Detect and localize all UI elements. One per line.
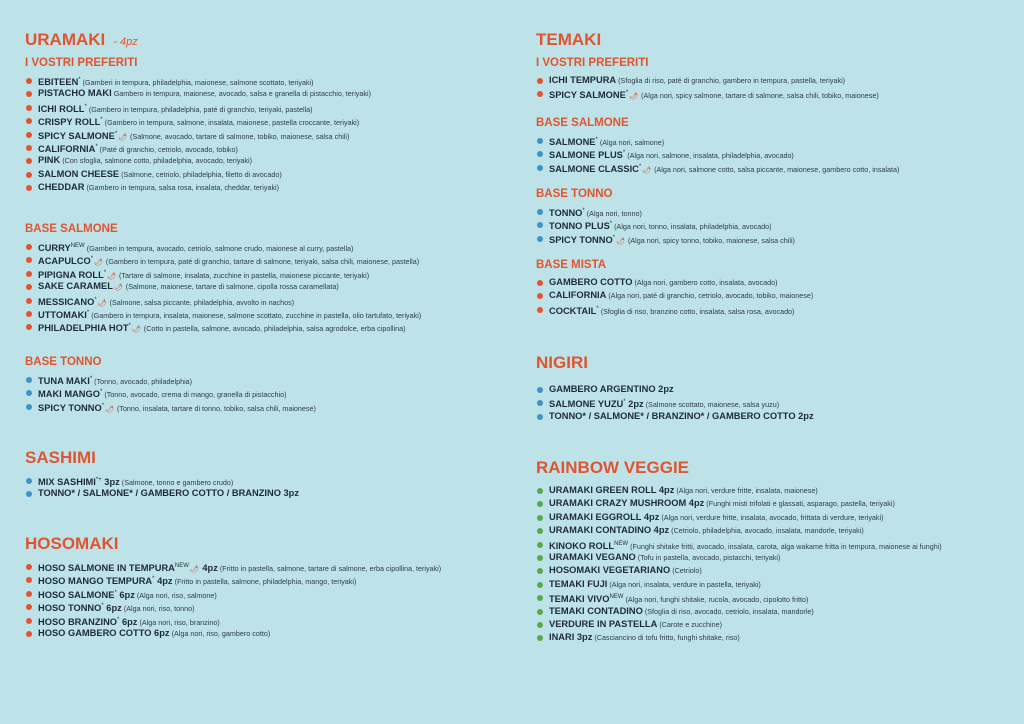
bullet-dot-icon [26,91,32,97]
item-description: (Salmone, cetriolo, philadelphia, filetto di avocado) [121,169,282,179]
item-name: SAKE CARAMEL [38,281,113,292]
item-description: (Salmone, avocado, tartare di salmone, tobiko, maionese, salsa chili) [130,131,350,141]
menu-item [536,538,942,551]
bullet-dot-icon [537,165,543,171]
item-description: (Con sfoglia, salmone cotto, philadelphia, avocado, teriyaki) [62,156,252,166]
item-description: (Salmone scottato, maionese, salsa yuzu) [645,400,780,410]
temaki-salmone-title: BASE SALMONE [536,117,629,129]
item-name: PIPIGNA ROLL [38,269,104,280]
item-description: (Alga nori, salmone cotto, salsa piccante, maionese, gambero cotto, insalata) [654,164,900,174]
chili-icon: 🌶 [642,166,652,174]
item-name: ACAPULCO [38,256,91,267]
item-pieces: 6pz [116,589,135,600]
item-marker: * [638,163,642,170]
sashimi-list [25,474,299,501]
item-name: URAMAKI CONTADINO 4pz [549,525,670,536]
bullet-dot-icon [537,515,543,521]
item-description: (Salmone, maionese, tartare di salmone, cipolla rossa caramellata) [125,282,339,292]
item-marker: * [101,402,105,409]
item-name: PISTACHO MAKI [38,88,112,99]
menu-item [25,600,441,613]
uramaki-salmone-list [25,240,421,334]
item-marker: * [94,296,97,303]
item-name: CHEDDAR [38,182,85,193]
menu-item [25,400,316,413]
bullet-dot-icon [537,595,543,601]
item-name: SALMON CHEESE [38,168,120,179]
item-pieces: 6pz [103,603,122,614]
temaki-preferiti-title: I VOSTRI PREFERITI [536,57,649,69]
uramaki-salmone-section [25,216,421,334]
menu-item [536,511,942,524]
chili-icon: 🌶 [113,284,123,292]
item-description: (Alga nori, insalata, verdure in pastella, teriyaki) [609,579,761,589]
item-description: (Sfoglia di riso, avocado, cetriolo, insalata, mandorle) [644,606,814,616]
item-marker: NEW [614,540,629,547]
temaki-tonno-section [536,181,795,245]
item-name: KINOKO ROLL [549,540,615,551]
menu-item [536,147,899,160]
item-name: EBITEEN [38,77,79,87]
bullet-dot-icon [26,324,32,330]
menu-item [25,87,371,100]
menu-item [25,487,299,500]
bullet-dot-icon [26,257,32,263]
sashimi-section [25,448,299,501]
item-marker: * [612,234,616,241]
menu-item [25,101,371,114]
bullet-dot-icon [26,145,32,151]
item-description: (Alga nori, gambero cotto, insalata, avocado) [634,278,778,287]
item-marker: * [623,399,626,406]
menu-item [536,551,942,564]
menu-item [25,627,441,640]
item-description: (Gamberi in tempura, avocado, cetriolo, salmone crudo, maionese al curry, pastella) [86,244,354,253]
menu-item [536,484,942,497]
item-description: (Alga nori, tonno) [586,209,642,218]
uramaki-tonno-section [25,349,316,413]
bullet-dot-icon [537,209,543,215]
item-marker: * [89,376,93,382]
nigiri-title: NIGIRI [536,353,588,372]
item-description: (Cetriolo) [672,566,702,576]
bullet-dot-icon [26,564,32,570]
item-description: (Funghi misti trifolati e glassati, asparago, pastella, teriyaki) [706,499,895,509]
bullet-dot-icon [26,118,32,124]
uramaki-section [25,30,371,195]
item-name: UTTOMAKI [38,309,87,320]
menu-item [536,232,795,245]
item-description: (Fritto in pastella, salmone, tartare di salmone, erba cipollina, teriyaki) [219,564,442,573]
item-description: (Gamberi in tempura, philadelphia, maionese, salmone scottato, teriyaki) [82,78,314,87]
temaki-salmone-section [536,110,899,174]
menu-item [25,253,421,266]
item-description: (Alga nori, salmone) [599,138,665,147]
item-name: HOSO BRANZINO [38,616,118,627]
item-marker: * [596,305,599,312]
bullet-dot-icon [537,138,543,144]
temaki-tonno-list [536,205,795,245]
item-name: MAKI MANGO [38,389,100,400]
item-description: (Cotto in pastella, salmone, avocado, philadelphia, salsa agrodolce, erba cipollina) [143,324,406,334]
menu-item [536,289,813,302]
item-marker: * [128,323,131,330]
item-name: URAMAKI VEGANO [549,551,636,562]
item-pieces: 2pz [625,399,644,410]
item-name: URAMAKI GREEN ROLL 4pz [549,485,675,495]
item-name: HOSO MANGO TEMPURA [38,576,153,587]
bullet-dot-icon [26,271,32,277]
menu-item [25,474,299,487]
item-marker: NEW [70,243,85,249]
item-name: CURRY [38,243,71,253]
chili-icon: 🌶 [107,272,117,280]
bullet-dot-icon [537,151,543,157]
item-name: SPICY TONNO [549,234,613,245]
item-description: (Alga nori, riso, branzino) [139,617,220,627]
bullet-dot-icon [26,172,32,178]
item-description: (Alga nori, tonno, insalata, philadelphia, avocado) [614,222,772,232]
menu-item [25,141,371,154]
menu-item [536,134,899,147]
item-name: TONNO* / SALMONE* / BRANZINO* / GAMBERO COTTO 2pz [549,410,814,421]
item-description: (Funghi shitake fritti, avocado, insalata, carota, alga wakame fritta in tempura, maionese ai funghi) [630,541,942,551]
hosomaki-title: HOSOMAKI [25,534,119,553]
bullet-dot-icon [26,185,32,191]
bullet-dot-icon [537,78,543,84]
item-description: (Alga nori, paté di granchio, cetriolo, avocado, tobiko, maionese) [608,291,814,301]
chili-icon: 🌶 [105,405,114,413]
hosomaki-section [25,534,441,640]
item-name: SPICY SALMONE [38,130,115,141]
bullet-dot-icon [537,91,543,97]
item-description: (Cetriolo, philadelphia, avocado, insalata, mandorle, teriyaki) [671,526,864,536]
item-name: PHILADELPHIA HOT [38,323,129,334]
temaki-mista-list [536,276,813,316]
item-description: (Tofu in pastella, avocado, pistacchi, teriyaki) [637,552,781,562]
menu-item [25,587,441,600]
rainbow-section [536,458,942,645]
item-name: TONNO PLUS [549,221,610,232]
item-name: TEMAKI CONTADINO [549,605,643,616]
uramaki-preferiti-title: I VOSTRI PREFERITI [25,57,138,69]
item-marker: * [114,130,118,137]
uramaki-title: URAMAKI [25,30,106,49]
menu-item [25,267,421,280]
menu-item [25,386,316,399]
item-description: (Salmone, tonno e gambero crudo) [121,478,234,487]
item-name: VERDURE IN PASTELLA [549,618,658,629]
chili-icon: 🌶 [94,259,103,267]
bullet-dot-icon [537,555,543,561]
item-description: (Sfoglia di riso, paté di granchio, gambero in tempura, pastella, teriyaki) [618,76,846,85]
chili-icon: 🌶 [97,299,107,307]
item-name: HOSO SALMONE [38,589,115,600]
bullet-dot-icon [26,284,32,290]
item-marker: * [609,221,613,228]
item-name: SPICY SALMONE [549,90,626,101]
menu-item [536,631,942,644]
chili-icon: 🌶 [629,93,639,101]
item-name: CRISPY ROLL [38,117,101,128]
menu-item [536,303,813,316]
section-title [25,30,371,50]
item-description: (Tonno, insalata, tartare di tonno, tobiko, salsa chili, maionese) [116,403,316,413]
bullet-dot-icon [26,105,32,111]
bullet-dot-icon [26,377,32,383]
item-description: (Alga nori, riso, tonno) [123,604,195,614]
item-description: (Gambero in tempura, paté di granchio, tartare di salmone, teriyaki, salsa chili, maionese, pastella) [105,257,420,267]
item-marker: * [582,208,585,214]
item-name: COCKTAIL [549,305,597,316]
rainbow-list [536,484,942,645]
menu-item [25,373,316,386]
menu-item [536,564,942,577]
bullet-dot-icon [537,488,543,494]
menu-item [536,383,814,396]
nigiri-section [536,353,814,423]
item-description: (Gambero in tempura, insalata, maionese, salmone scottato, zucchine in pastella, olio tartufato, teriyaki) [91,310,422,320]
item-name: SALMONE PLUS [549,150,623,161]
item-description: (Fritto in pastella, salmone, philadelphia, mango, teriyaki) [174,577,357,587]
menu-item [536,87,879,100]
temaki-title: TEMAKI [536,30,602,49]
item-name: CALIFORNIA [38,143,96,154]
item-pieces: 4pz [154,576,173,587]
bullet-dot-icon [537,501,543,507]
menu-item [25,240,421,253]
rainbow-title: RAINBOW VEGGIE [536,458,690,477]
item-marker: * [100,117,103,124]
item-marker: * [595,137,598,143]
item-name: CALIFORNIA [549,290,607,301]
menu-item [25,280,421,293]
menu-item [536,74,879,87]
item-name: SALMONE YUZU [549,399,624,410]
item-marker: * [117,616,120,623]
item-name: HOSO SALMONE IN TEMPURA [38,563,175,573]
bullet-dot-icon [26,618,32,624]
bullet-dot-icon [26,298,32,304]
item-marker: * [152,576,155,583]
item-name: MIX SASHIMI [38,477,96,487]
bullet-dot-icon [537,400,543,406]
item-marker: * [101,603,104,610]
item-name: HOSO TONNO [38,603,102,614]
item-name: PINK [38,155,61,166]
item-name: INARI 3pz [549,632,593,643]
item-marker: * [103,269,107,276]
item-description: (Tonno, avocado, crema di mango, granella di pistacchio) [104,390,287,400]
chili-icon: 🌶 [131,326,141,334]
item-marker: NEW [609,594,624,601]
bullet-dot-icon [26,631,32,637]
bullet-dot-icon [537,414,543,420]
menu-item [536,205,795,218]
item-name: URAMAKI CRAZY MUSHROOM 4pz [549,498,705,509]
menu-item [536,396,814,409]
bullet-dot-icon [537,568,543,574]
item-description: (Alga nori, funghi shitake, rucola, avocado, cipolotto fritto) [625,595,809,605]
item-description: (Gambero in tempura, salsa rosa, insalata, cheddar, teriyaki) [86,183,280,193]
menu-item [536,276,813,289]
item-marker: * [78,77,81,83]
menu-item [25,168,371,181]
item-pieces: 6pz [119,616,138,627]
menu-item [25,114,371,127]
menu-item [25,74,371,87]
bullet-dot-icon [26,158,32,164]
bullet-dot-icon [26,491,32,497]
chili-icon: 🌶 [189,566,199,573]
bullet-dot-icon [537,236,543,242]
temaki-mista-title: BASE MISTA [536,259,607,271]
chili-icon: 🌶 [616,237,625,245]
item-description: (Alga nori, verdure fritte, insalata, maionese) [676,486,818,495]
bullet-dot-icon [537,280,543,286]
bullet-dot-icon [537,622,543,628]
menu-item [25,560,441,573]
bullet-dot-icon [26,390,32,396]
item-description: (Alga nori, riso, salmone) [136,590,217,600]
item-pieces: 6pz [151,627,170,638]
item-description: (Alga nori, salmone, insalata, philadelphia, avocado) [627,151,794,161]
menu-item [25,154,371,167]
item-name: TONNO* / SALMONE* / GAMBERO COTTO / BRANZINO 3pz [38,488,300,499]
item-marker: * [99,389,103,396]
bullet-dot-icon [26,577,32,583]
menu-item [25,573,441,586]
bullet-dot-icon [26,311,32,317]
bullet-dot-icon [537,293,543,299]
menu-item [25,294,421,307]
item-name: GAMBERO ARGENTINO 2pz [549,384,674,394]
item-description: (Sfoglia di riso, branzino cotto, insalata, salsa rosa, avocado) [600,306,795,316]
item-name: ICHI ROLL [38,103,85,114]
menu-item [25,614,441,627]
menu-item [536,578,942,591]
item-description: (Tonno, avocado, philadelphia) [94,377,193,386]
bullet-dot-icon [537,635,543,641]
menu-item [536,591,942,604]
bullet-dot-icon [26,78,32,84]
item-marker: * [86,309,90,316]
item-name: TONNO [549,208,583,218]
bullet-dot-icon [26,478,32,484]
bullet-dot-icon [26,604,32,610]
item-name: TEMAKI VIVO [549,594,610,605]
bullet-dot-icon [537,307,543,313]
bullet-dot-icon [537,387,543,393]
temaki-section [536,30,879,101]
bullet-dot-icon [537,542,543,548]
bullet-dot-icon [26,591,32,597]
item-pieces: 3pz [101,477,120,487]
item-marker: *+ [95,477,102,483]
item-description: (Paté di granchio, cetriolo, avocado, tobiko) [99,144,238,154]
bullet-dot-icon [537,582,543,588]
item-description: (Gambero in tempura, philadelphia, paté di granchio, teriyaki, pastella) [88,104,313,114]
bullet-dot-icon [537,222,543,228]
item-description: (Tartare di salmone, insalata, zucchine in pastella, maionese piccante, teriyaki) [119,270,370,280]
item-description: (Alga nori, spicy tonno, tobiko, maionese, salsa chili) [627,235,795,245]
menu-item [536,497,942,510]
uramaki-salmone-title: BASE SALMONE [25,223,118,235]
item-name: SPICY TONNO [38,402,102,413]
nigiri-list [536,383,814,423]
item-name: SALMONE [549,137,596,147]
item-name: URAMAKI EGGROLL 4pz [549,511,660,522]
bullet-dot-icon [537,528,543,534]
menu-item [25,181,371,194]
bullet-dot-icon [26,244,32,250]
menu-item [536,218,795,231]
menu-item [536,410,814,423]
temaki-tonno-title: BASE TONNO [536,188,613,200]
item-name: HOSO GAMBERO COTTO [38,627,152,638]
temaki-preferiti-list [536,74,879,101]
item-name: GAMBERO COTTO [549,277,633,287]
bullet-dot-icon [26,132,32,138]
item-marker: * [114,589,117,596]
item-marker: * [625,90,629,97]
item-description: Gambero in tempura, maionese, avocado, salsa e granella di pistacchio, teriyaki) [113,89,371,99]
item-description: (Alga nori, riso, gambero cotto) [171,628,271,638]
item-name: TEMAKI FUJI [549,578,608,589]
item-name: SALMONE CLASSIC [549,163,639,174]
hosomaki-list [25,560,441,640]
item-name: HOSOMAKI VEGETARIANO [549,565,671,576]
uramaki-preferiti-list [25,74,371,195]
chili-icon: 🌶 [118,133,128,141]
bullet-dot-icon [537,609,543,615]
uramaki-tonno-list [25,373,316,413]
item-description: (Casciancino di tofu fritto, funghi shitake, riso) [594,633,740,643]
item-name: TUNA MAKI [38,376,90,386]
temaki-salmone-list [536,134,899,174]
sashimi-title: SASHIMI [25,448,96,467]
item-marker: * [90,256,94,263]
item-marker: * [622,150,626,157]
item-description: (Gambero in tempura, salmone, insalata, maionese, pastella croccante, teriyaki) [104,118,360,128]
uramaki-note: - 4pz [113,36,138,48]
menu-item [536,161,899,174]
item-pieces: 4pz [199,563,218,573]
menu-item [25,320,421,333]
item-description: (Salmone, salsa piccante, philadelphia, avvolto in nachos) [109,297,295,307]
menu-item [25,307,421,320]
item-marker: NEW [174,563,189,569]
bullet-dot-icon [26,404,32,410]
temaki-mista-section [536,252,813,316]
item-name: ICHI TEMPURA [549,75,617,85]
menu-item [536,524,942,537]
menu-item [536,605,942,618]
item-marker: * [95,143,98,150]
item-name: MESSICANO [38,296,95,307]
item-description: (Alga nori, verdure fritte, insalata, avocado, frittata di verdure, teriyaki) [661,512,884,522]
item-marker: * [84,103,87,110]
item-description: (Carote e zucchine) [659,619,723,629]
menu-item [536,618,942,631]
menu-item [25,128,371,141]
item-description: (Alga nori, spicy salmone, tartare di salmone, salsa chili, tobiko, maionese) [641,91,879,101]
uramaki-tonno-title: BASE TONNO [25,356,102,368]
